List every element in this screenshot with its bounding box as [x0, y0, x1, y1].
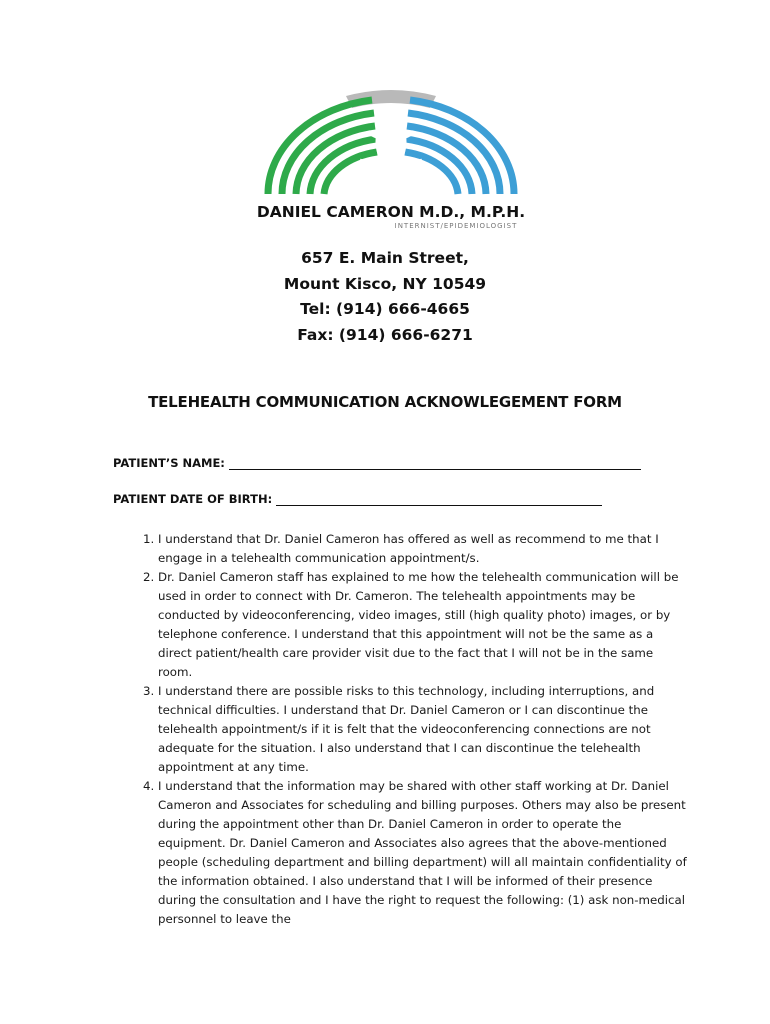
form-title: TELEHEALTH COMMUNICATION ACKNOWLEGEMENT FORM [148, 393, 622, 411]
logo-name-text: DANIEL CAMERON M.D., M.P.H. [256, 203, 526, 221]
practice-logo [256, 86, 526, 232]
acknowledgement-list [130, 530, 688, 929]
list-item: 2. Dr. Daniel Cameron staff has explained to me how the telehealth communication will be used in order to connect with Dr. Cameron. The telehealth appointments may be conducted by videoconferencing, video images, still (high quality photo) images, or by telephone conference. I understand that this appointment will not be the same as a direct patient/health care provider visit due to the fact that I will not be in the same room. [158, 568, 688, 682]
patient-dob-blank[interactable] [276, 493, 602, 506]
list-item: 4. I understand that the information may be shared with other staff working at Dr. Daniel Cameron and Associates for scheduling and billing purposes. Others may also be present during the appointment other than Dr. Daniel Cameron in order to operate the equipment. Dr. Daniel Cameron and Associates also agrees that the above-mentioned people (scheduling department and billing department) will all maintain confidentiality of the information obtained. I also understand that I will be informed of their presence during the consultation and I have the right to request the following: (1) ask non-medical personnel to leave the [158, 777, 688, 929]
list-item: 3. I understand there are possible risks to this technology, including interruptions, and technical difficulties. I understand that Dr. Daniel Cameron or I can discontinue the telehealth appointment/s if it is felt that the videoconferencing connections are not adequate for the situation. I also understand that I can discontinue the telehealth appointment at any time. [158, 682, 688, 777]
address-tel: Tel: (914) 666-4665 [300, 300, 470, 318]
address-city: Mount Kisco, NY 10549 [283, 274, 487, 293]
logo-tagline-text: INTERNIST/EPIDEMIOLOGIST [394, 222, 518, 230]
address-fax: Fax: (914) 666-6271 [297, 325, 473, 344]
patient-name-label: PATIENT’S NAME: [113, 456, 225, 470]
patient-name-blank[interactable] [229, 457, 641, 470]
patient-dob-field [113, 492, 602, 506]
practice-address [0, 246, 770, 348]
patient-name-field [113, 456, 641, 470]
address-street: 657 E. Main Street, [301, 249, 469, 267]
list-item: 1. I understand that Dr. Daniel Cameron has offered as well as recommend to me that I engage in a telehealth communication appointment/s. [158, 530, 688, 568]
patient-dob-label: PATIENT DATE OF BIRTH: [113, 492, 273, 506]
